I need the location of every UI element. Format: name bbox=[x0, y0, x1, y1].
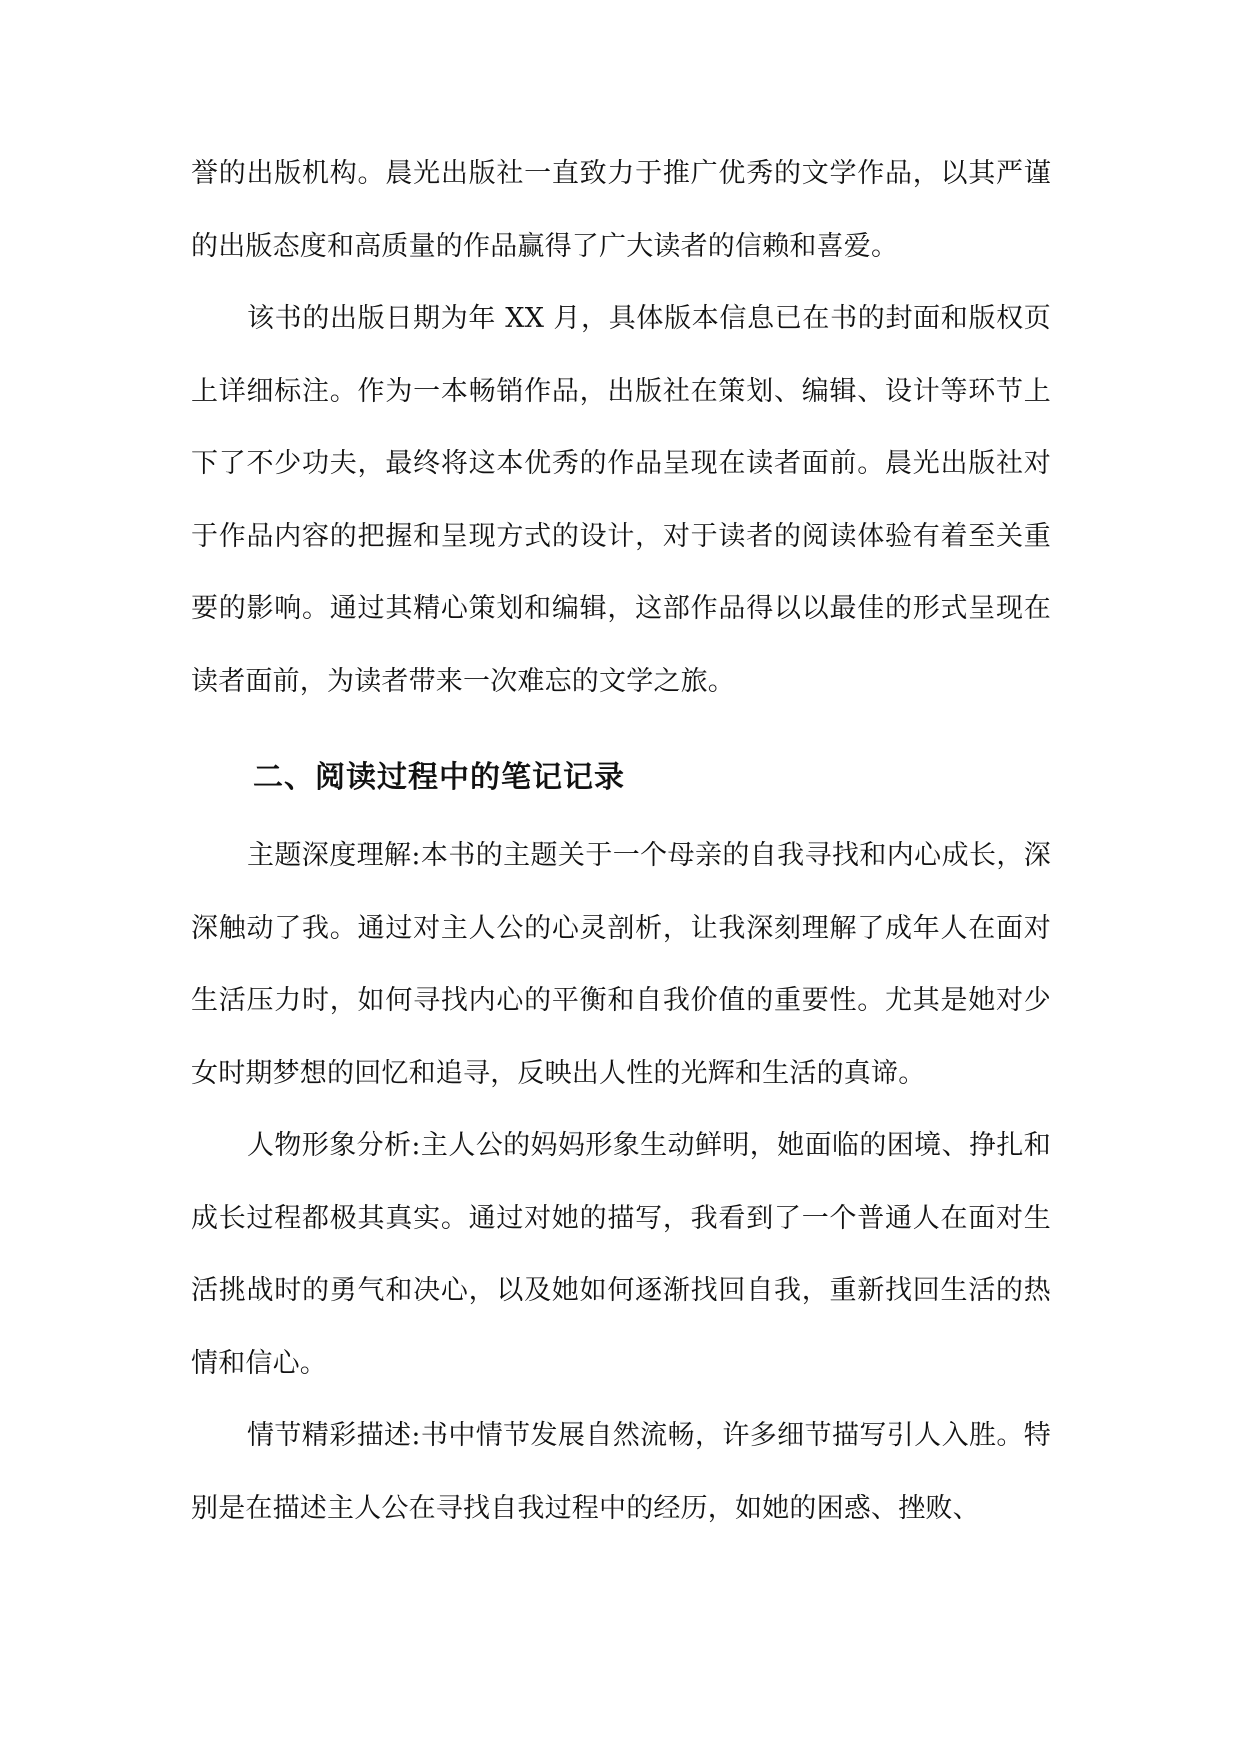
note-label: 情节精彩描述: bbox=[247, 1420, 421, 1451]
paragraph-publisher-continued: 誉的出版机构。晨光出版社一直致力于推广优秀的文学作品，以其严谨的出版态度和高质量的作品赢得了广大读者的信赖和喜爱。 bbox=[191, 158, 1051, 262]
note-label: 主题深度理解: bbox=[247, 840, 421, 871]
paragraph-publication-info: 该书的出版日期为年 XX 月，具体版本信息已在书的封面和版权页上详细标注。作为一本畅销作品，出版社在策划、编辑、设计等环节上下了不少功夫，最终将这本优秀的作品呈现在读者面前。晨光出版社对于作品内容的把握和呈现方式的设计，对于读者的阅读体验有着至关重要的影响。通过其精心策划和编辑，这部作品得以以最佳的形式呈现在读者面前，为读者带来一次难忘的文学之旅。 bbox=[191, 303, 1051, 697]
note-label: 人物形象分析: bbox=[247, 1130, 421, 1161]
document-body bbox=[191, 138, 1051, 1545]
note-text: 书中情节发展自然流畅，许多细节描写引人入胜。特别是在描述主人公在寻找自我过程中的经历，如她的困惑、挫败、 bbox=[191, 1420, 1051, 1524]
note-plot-description bbox=[191, 1400, 1051, 1545]
section-heading: 二、阅读过程中的笔记记录 bbox=[253, 760, 625, 795]
note-text: 主人公的妈妈形象生动鲜明，她面临的困境、挣扎和成长过程都极其真实。通过对她的描写，我看到了一个普通人在面对生活挑战时的勇气和决心，以及她如何逐渐找回自我，重新找回生活的热情和信心。 bbox=[191, 1130, 1051, 1379]
note-character-analysis bbox=[191, 1110, 1051, 1400]
note-text: 本书的主题关于一个母亲的自我寻找和内心成长，深深触动了我。通过对主人公的心灵剖析，让我深刻理解了成年人在面对生活压力时，如何寻找内心的平衡和自我价值的重要性。尤其是她对少女时期梦想的回忆和追寻，反映出人性的光辉和生活的真谛。 bbox=[191, 840, 1051, 1089]
note-theme-understanding bbox=[191, 820, 1051, 1110]
